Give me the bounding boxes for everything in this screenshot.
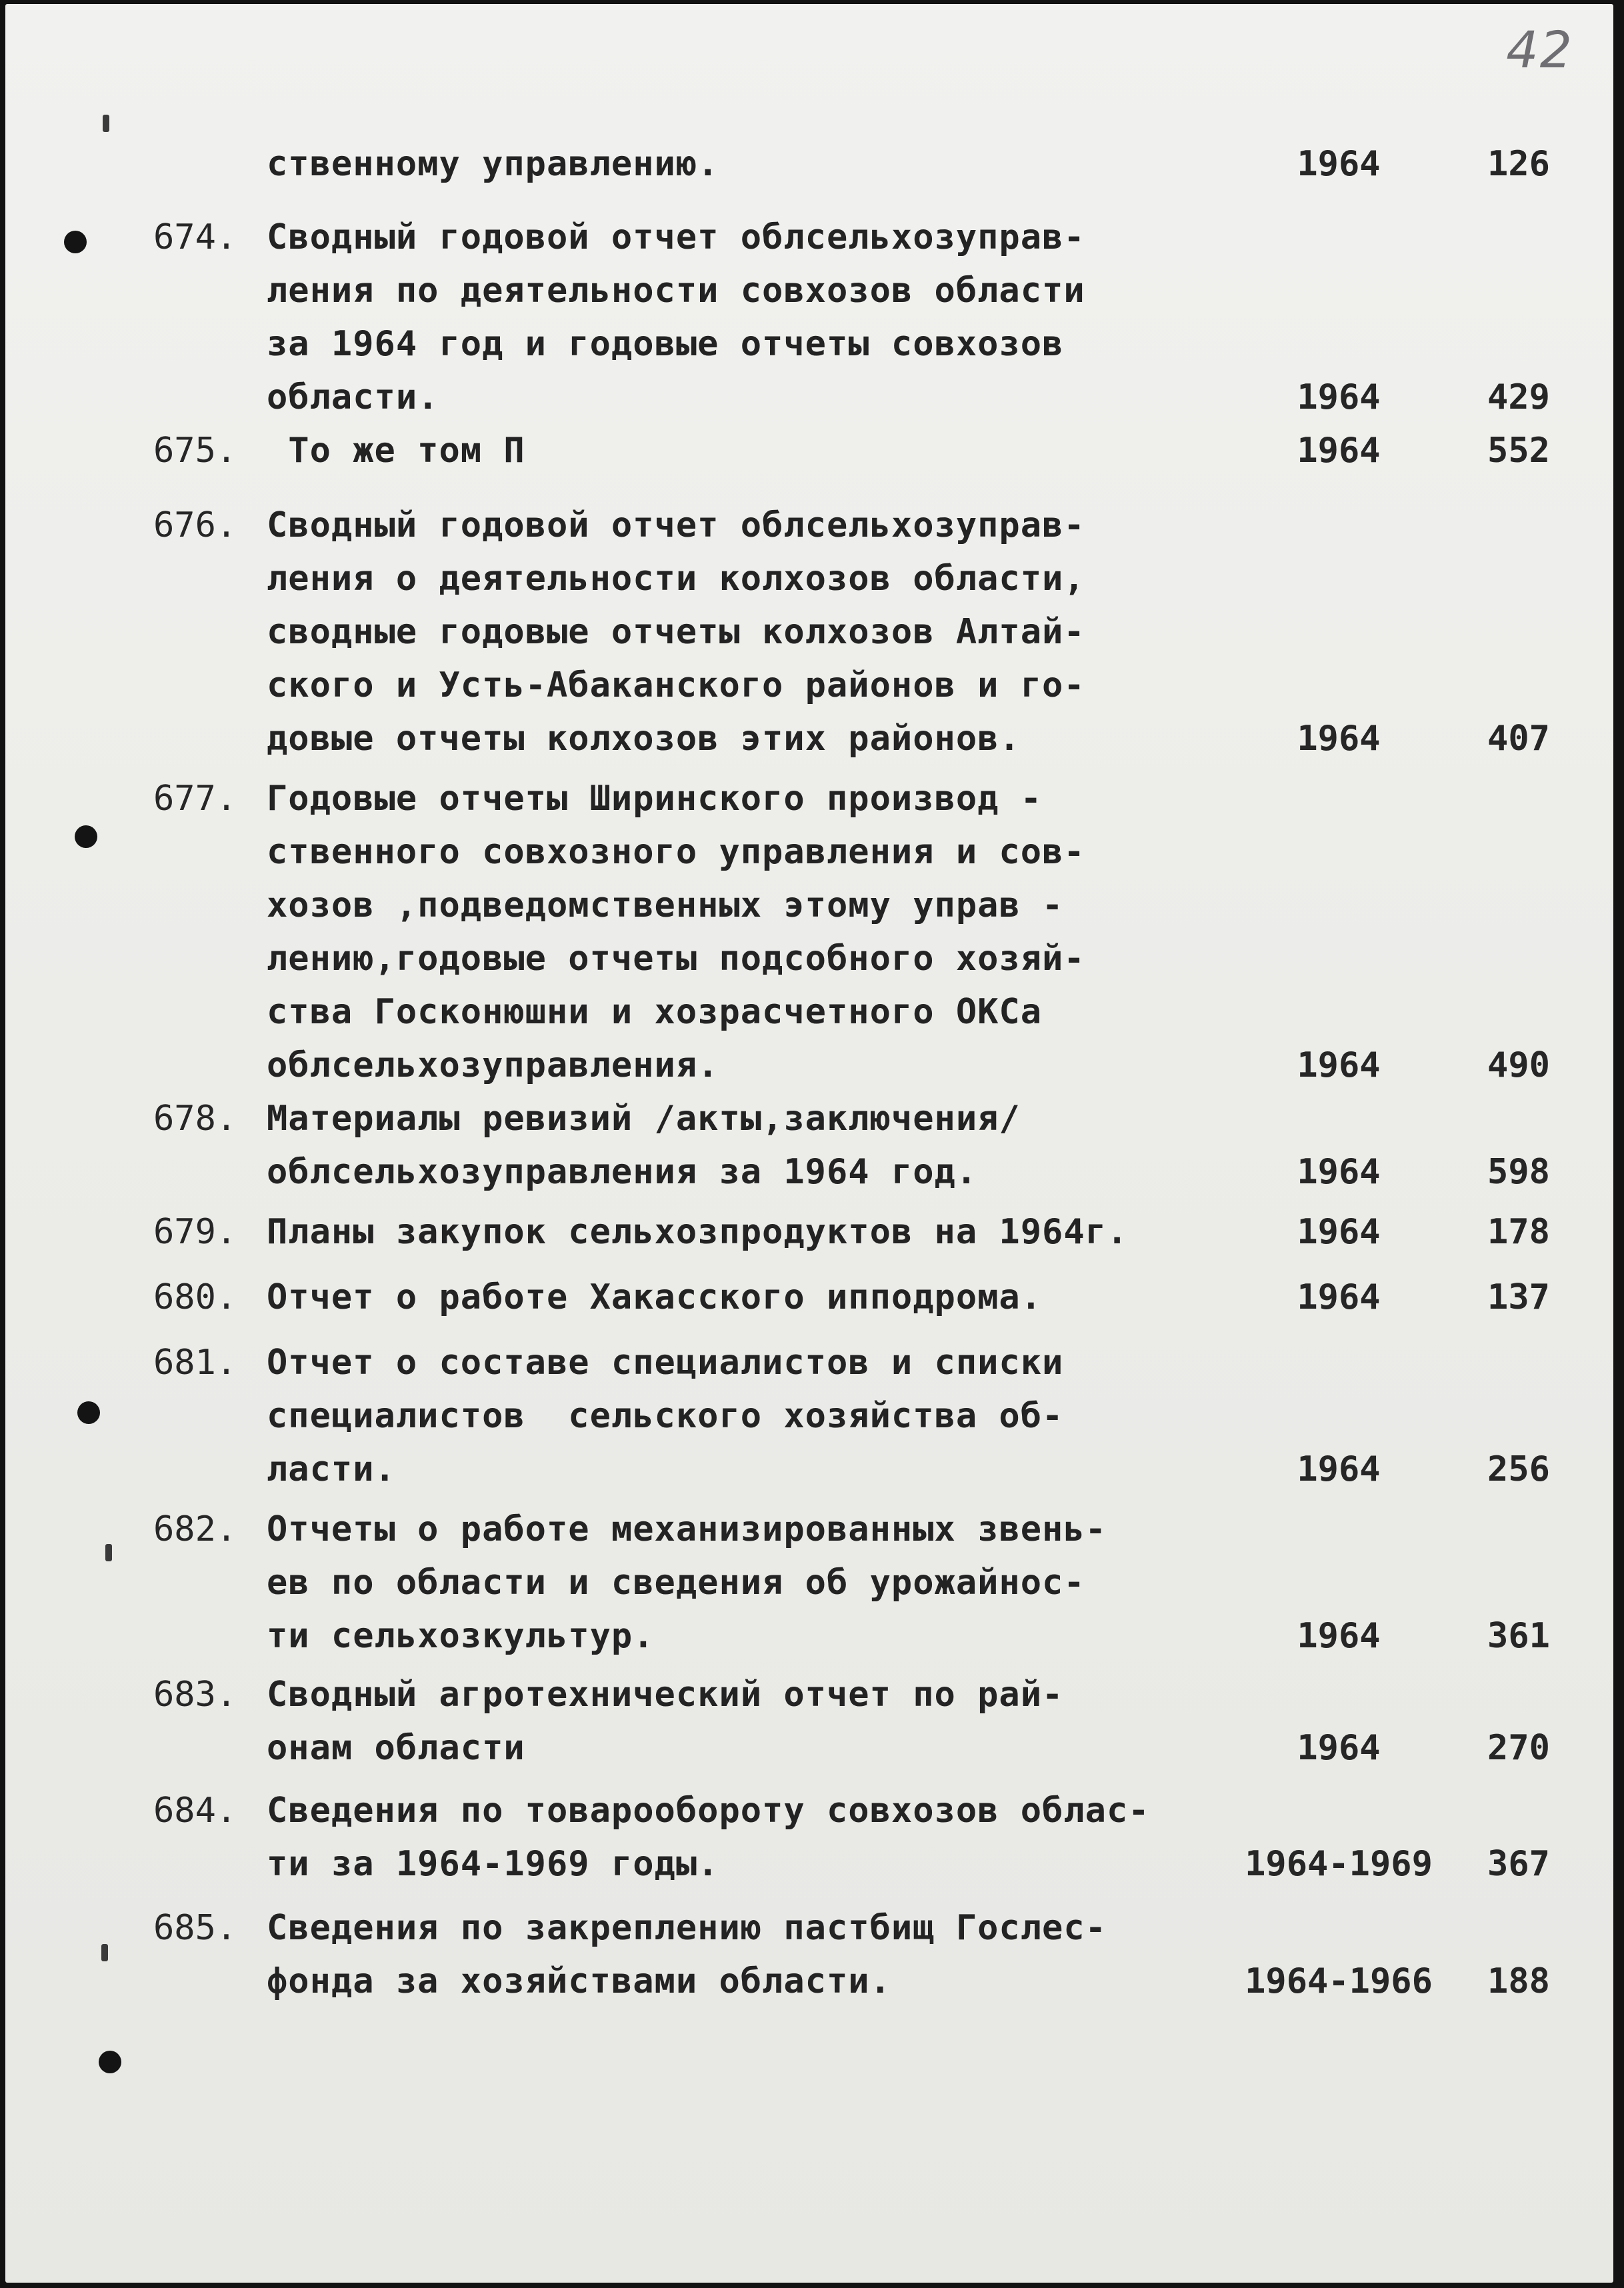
entry-number: 685. [153, 1908, 237, 1948]
binder-hole [75, 825, 97, 848]
entry-title-line: ления по деятельности совхозов области [267, 271, 1085, 311]
entry-sheet-count: 256 [1487, 1449, 1550, 1489]
entry-title-line: Планы закупок сельхозпродуктов на 1964г. [267, 1212, 1129, 1252]
entry-number: 681. [153, 1343, 237, 1383]
entry-sheet-count: 552 [1487, 431, 1550, 471]
archive-page [5, 4, 1613, 2283]
entry-title [267, 1271, 1213, 1324]
entry-number: 678. [153, 1099, 237, 1139]
entry-title-line: фонда за хозяйствами области. [267, 1961, 891, 2001]
entry-title-line: Сводный годовой отчет облсельхозуправ- [267, 505, 1085, 545]
entry-title [267, 211, 1213, 424]
entry-title [267, 1205, 1213, 1259]
entry-title-line: ти за 1964-1969 годы. [267, 1844, 719, 1884]
entry-title-line: Материалы ревизий /акты,заключения/ [267, 1099, 1021, 1139]
entry-title [267, 424, 1213, 477]
entry-sheet-count: 598 [1487, 1152, 1550, 1192]
entry-sheet-count: 490 [1487, 1045, 1550, 1085]
binder-hole [99, 2051, 121, 2073]
entry-title-line: ственному управлению. [267, 144, 719, 184]
entry-title-line: Сводный годовой отчет облсельхозуправ- [267, 217, 1085, 257]
entry-title-line: облсельхозуправления. [267, 1045, 719, 1085]
binder-hole [64, 231, 87, 253]
entry-year: 1964 [1297, 1045, 1381, 1085]
entry-title-line: облсельхозуправления за 1964 год. [267, 1152, 978, 1192]
margin-mark [103, 115, 109, 132]
entry-title-line: Годовые отчеты Ширинского производ - [267, 779, 1043, 819]
margin-mark [105, 1544, 112, 1561]
entry-year: 1964 [1297, 1277, 1381, 1317]
entry-year: 1964 [1297, 719, 1381, 759]
entry-year: 1964-1966 [1245, 1961, 1433, 2001]
entry-year: 1964 [1297, 144, 1381, 184]
entry-title [267, 1092, 1213, 1199]
entry-title-line: ласти. [267, 1449, 396, 1489]
entry-title [267, 1503, 1213, 1663]
entry-number: 684. [153, 1791, 237, 1831]
entry-title-line: Сведения по закреплению пастбищ Гослес- [267, 1908, 1107, 1948]
entry-title-line: онам области [267, 1728, 525, 1768]
entry-title [267, 1336, 1213, 1496]
entry-number: 676. [153, 505, 237, 545]
entry-title-line: хозов ,подведомственных этому управ - [267, 885, 1064, 925]
entry-title-line: лению,годовые отчеты подсобного хозяй- [267, 939, 1085, 979]
binder-hole [77, 1401, 100, 1424]
entry-number: 682. [153, 1509, 237, 1549]
entry-year: 1964 [1297, 1449, 1381, 1489]
entry-year: 1964 [1297, 1152, 1381, 1192]
entry-title-line: ления о деятельности колхозов области, [267, 559, 1085, 599]
entry-title-line: Отчеты о работе механизированных звень- [267, 1509, 1107, 1549]
entry-title-line: То же том П [267, 431, 525, 471]
entry-sheet-count: 361 [1487, 1616, 1550, 1656]
entry-title [267, 1901, 1213, 2008]
entry-title [267, 1668, 1213, 1775]
entry-sheet-count: 367 [1487, 1844, 1550, 1884]
entry-year: 1964 [1297, 1728, 1381, 1768]
entry-sheet-count: 178 [1487, 1212, 1550, 1252]
entry-title-line: области. [267, 377, 439, 417]
entry-title-line: сводные годовые отчеты колхозов Алтай- [267, 612, 1085, 652]
entry-title-line: ства Госконюшни и хозрасчетного ОКСа [267, 992, 1043, 1032]
entry-title [267, 499, 1213, 765]
entry-title-line: ственного совхозного управления и сов- [267, 832, 1085, 872]
entry-sheet-count: 126 [1487, 144, 1550, 184]
margin-mark [101, 1944, 108, 1961]
entry-year: 1964 [1297, 1212, 1381, 1252]
entry-sheet-count: 137 [1487, 1277, 1550, 1317]
entry-year: 1964 [1297, 431, 1381, 471]
entry-title-line: специалистов сельского хозяйства об- [267, 1396, 1064, 1436]
entry-year: 1964 [1297, 377, 1381, 417]
entry-sheet-count: 407 [1487, 719, 1550, 759]
entry-year: 1964 [1297, 1616, 1381, 1656]
entry-title [267, 137, 1213, 191]
entry-sheet-count: 270 [1487, 1728, 1550, 1768]
page-number: 42 [1506, 20, 1573, 79]
entry-number: 674. [153, 217, 237, 257]
entry-title [267, 1784, 1213, 1891]
entry-title-line: за 1964 год и годовые отчеты совхозов [267, 324, 1064, 364]
entry-number: 683. [153, 1675, 237, 1715]
entry-year: 1964-1969 [1245, 1844, 1433, 1884]
entry-number: 675. [153, 431, 237, 471]
entry-title-line: ти сельхозкультур. [267, 1616, 655, 1656]
entry-title-line: Сведения по товарообороту совхозов облас- [267, 1791, 1150, 1831]
entry-title-line: Отчет о составе специалистов и списки [267, 1343, 1064, 1383]
entry-title-line: Сводный агротехнический отчет по рай- [267, 1675, 1064, 1715]
entry-number: 679. [153, 1212, 237, 1252]
entry-title-line: ев по области и сведения об урожайнос- [267, 1563, 1085, 1603]
entry-title-line: ского и Усть-Абаканского районов и го- [267, 665, 1085, 705]
entry-number: 677. [153, 779, 237, 819]
entry-title [267, 772, 1213, 1092]
entry-number: 680. [153, 1277, 237, 1317]
entry-sheet-count: 429 [1487, 377, 1550, 417]
entry-sheet-count: 188 [1487, 1961, 1550, 2001]
entry-title-line: Отчет о работе Хакасского ипподрома. [267, 1277, 1043, 1317]
entry-title-line: довые отчеты колхозов этих районов. [267, 719, 1021, 759]
